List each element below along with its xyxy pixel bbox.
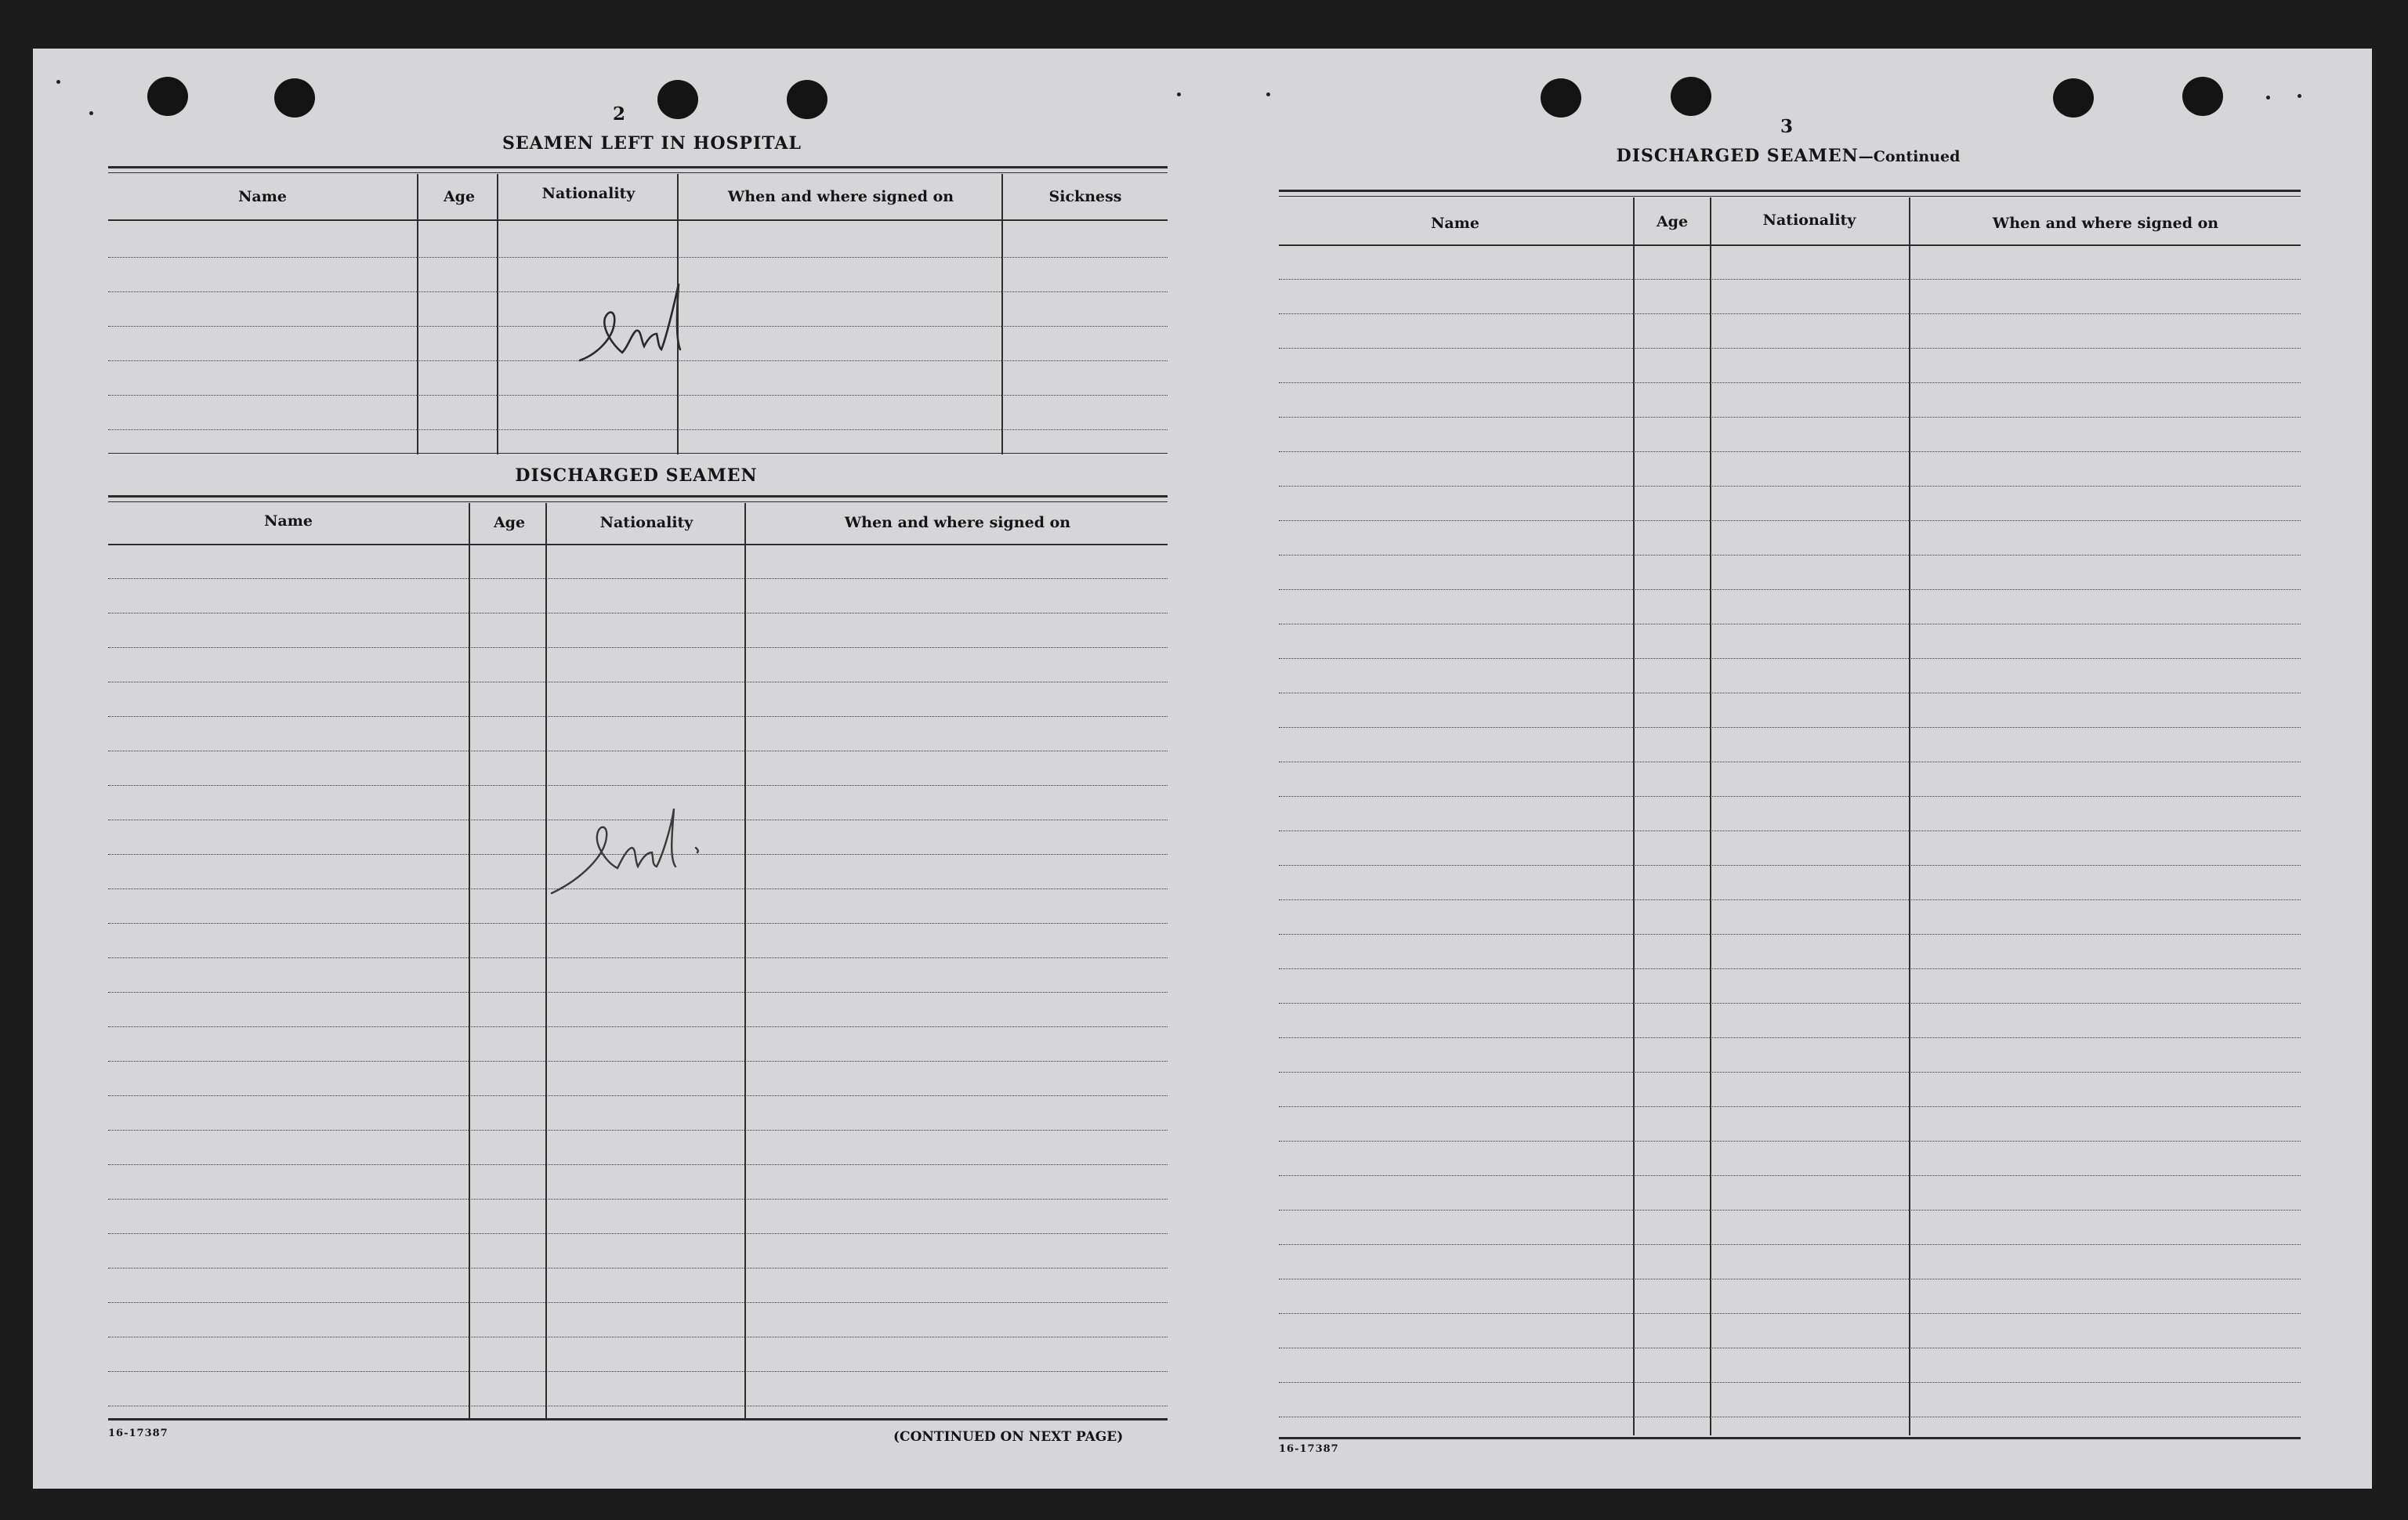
punch-hole [2053,78,2094,118]
right-col-age: Age [1656,213,1689,230]
speck [56,80,60,84]
discharged-col-age: Age [493,514,526,531]
speck [2298,94,2301,98]
discharged-continued-title [1600,146,1976,166]
continued-note: (CONTINUED ON NEXT PAGE) [893,1429,1124,1445]
nil-handwriting-discharged [542,785,722,903]
punch-hole [1541,78,1581,118]
speck [2266,96,2270,100]
hospital-col-age: Age [443,188,476,205]
punch-hole [274,78,315,118]
speck [89,111,93,115]
right-col-nationality: Nationality [1762,212,1856,229]
discharged-section-title: DISCHARGED SEAMEN [515,465,758,486]
form-number-right: 16-17387 [1279,1443,1339,1455]
speck [1266,92,1270,96]
punch-hole [787,80,827,119]
nil-handwriting-hospital [566,268,722,378]
punch-hole [1671,77,1711,116]
hospital-section-title: SEAMEN LEFT IN HOSPITAL [502,133,802,154]
discharged-col-signed-on: When and where signed on [844,514,1071,531]
hospital-col-name: Name [238,188,287,205]
hospital-col-sickness: Sickness [1048,188,1122,205]
hospital-col-nationality: Nationality [541,185,635,202]
punch-hole [657,80,698,119]
discharged-table-right [1279,190,2301,1490]
hospital-col-signed-on: When and where signed on [727,188,954,205]
discharged-table-left [108,495,1168,1475]
discharged-continued-suffix: —Continued [1858,148,1961,165]
discharged-continued-main: DISCHARGED SEAMEN [1616,146,1859,166]
page-number-left: 2 [612,103,625,125]
right-col-signed-on: When and where signed on [1992,215,2219,232]
page-number-right: 3 [1780,116,1793,137]
right-col-name: Name [1431,215,1479,232]
punch-hole [2182,77,2223,116]
form-number-left: 16-17387 [108,1428,168,1439]
speck [1177,92,1181,96]
discharged-col-name: Name [264,512,313,530]
punch-hole [147,77,188,116]
discharged-col-nationality: Nationality [599,514,693,531]
document-sheet [33,49,2372,1489]
